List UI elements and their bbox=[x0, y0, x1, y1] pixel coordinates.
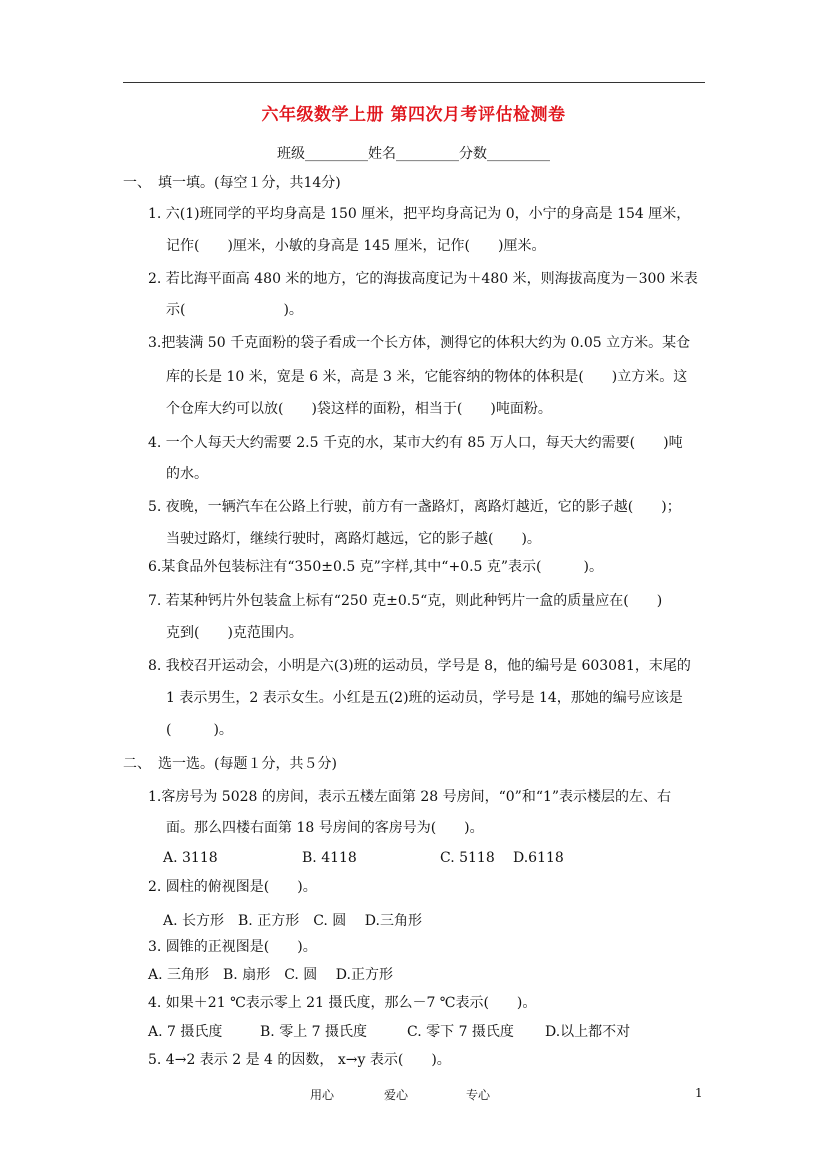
question-1-line-1: 1. 六(1)班同学的平均身高是 150 厘米，把平均身高记为 0，小宁的身高是 154 厘米， bbox=[148, 206, 691, 222]
question-8-line-1: 8. 我校召开运动会，小明是六(3)班的运动员，学号是 8，他的编号是 603081，末尾的 bbox=[148, 658, 691, 674]
question-8-line-3: ( )。 bbox=[166, 722, 233, 738]
question-2-line-1: 2. 若比海平面高 480 米的地方，它的海拔高度记为＋480 米，则海拔高度为－300 米表 bbox=[148, 271, 698, 287]
header-rule bbox=[123, 82, 705, 83]
choice-4-option-c: C. 零下 7 摄氏度 bbox=[407, 1024, 514, 1040]
choice-2-question: 2. 圆柱的俯视图是( )。 bbox=[148, 879, 317, 895]
question-7-line-2: 克到( )克范围内。 bbox=[166, 625, 303, 641]
question-7-line-1: 7. 若某种钙片外包装盒上标有“250 克±0.5“克，则此种钙片一盒的质量应在( ) bbox=[148, 593, 663, 609]
question-3-line-2: 库的长是 10 米，宽是 6 米，高是 3 米，它能容纳的物体的体积是( )立方米。这 bbox=[166, 369, 688, 385]
choice-5-question: 5. 4→2 表示 2 是 4 的因数， x→y 表示( )。 bbox=[148, 1052, 451, 1068]
choice-4-option-d: D.以上都不对 bbox=[545, 1024, 631, 1040]
question-3-line-1: 3.把装满 50 千克面粉的袋子看成一个长方体，测得它的体积大约为 0.05 立方米。某仓 bbox=[148, 335, 691, 351]
choice-1-line-2: 面。那么四楼右面第 18 号房间的客房号为( )。 bbox=[166, 820, 484, 836]
choice-2-options: A. 长方形 B. 正方形 C. 圆 D.三角形 bbox=[163, 913, 422, 929]
choice-1-option-b: B. 4118 bbox=[302, 850, 357, 866]
choice-3-options: A. 三角形 B. 扇形 C. 圆 D.正方形 bbox=[148, 967, 393, 983]
question-8-line-2: 1 表示男生，2 表示女生。小红是五(2)班的运动员，学号是 14，那她的编号应该是 bbox=[166, 690, 683, 706]
student-info-line: 班级_________姓名_________分数_________ bbox=[277, 146, 550, 162]
choice-1-option-c: C. 5118 bbox=[440, 850, 495, 866]
footer-text-2: 爱心 bbox=[384, 1088, 409, 1102]
footer-text-3: 专心 bbox=[466, 1088, 491, 1102]
question-2-line-2: 示( )。 bbox=[166, 302, 303, 318]
choice-1-option-d: D.6118 bbox=[513, 850, 564, 866]
page-number: 1 bbox=[695, 1086, 703, 1100]
section-heading-choose: 二、 选一选。(每题１分，共５分) bbox=[123, 756, 337, 772]
question-6-line-1: 6.某食品外包装标注有“350±0.5 克”字样,其中“+0.5 克”表示( )。 bbox=[148, 559, 603, 575]
question-5-line-1: 5. 夜晚，一辆汽车在公路上行驶，前方有一盏路灯，离路灯越近，它的影子越( )； bbox=[148, 499, 681, 515]
choice-4-question: 4. 如果＋21 ℃表示零上 21 摄氏度，那么－7 ℃表示( )。 bbox=[148, 995, 537, 1011]
choice-4-option-a: A. 7 摄氏度 bbox=[148, 1024, 223, 1040]
question-1-line-2: 记作( )厘米，小敏的身高是 145 厘米，记作( )厘米。 bbox=[166, 238, 546, 254]
doc-title: 六年级数学上册 第四次月考评估检测卷 bbox=[261, 105, 566, 125]
question-4-line-1: 4. 一个人每天大约需要 2.5 千克的水，某市大约有 85 万人口，每天大约需要( )吨 bbox=[148, 435, 683, 451]
question-5-line-2: 当驶过路灯，继续行驶时，离路灯越远，它的影子越( )。 bbox=[166, 531, 541, 547]
choice-1-option-a: A. 3118 bbox=[163, 850, 218, 866]
choice-3-question: 3. 圆锥的正视图是( )。 bbox=[148, 939, 317, 955]
choice-4-option-b: B. 零上 7 摄氏度 bbox=[260, 1024, 367, 1040]
choice-1-line-1: 1.客房号为 5028 的房间，表示五楼左面第 28 号房间，“0”和“1”表示楼层的左、右 bbox=[148, 789, 672, 805]
question-3-line-3: 个仓库大约可以放( )袋这样的面粉，相当于( )吨面粉。 bbox=[166, 401, 552, 417]
question-4-line-2: 的水。 bbox=[166, 466, 208, 482]
section-heading-fill: 一、 填一填。(每空１分，共14分) bbox=[123, 175, 341, 191]
footer-text-1: 用心 bbox=[310, 1088, 335, 1102]
